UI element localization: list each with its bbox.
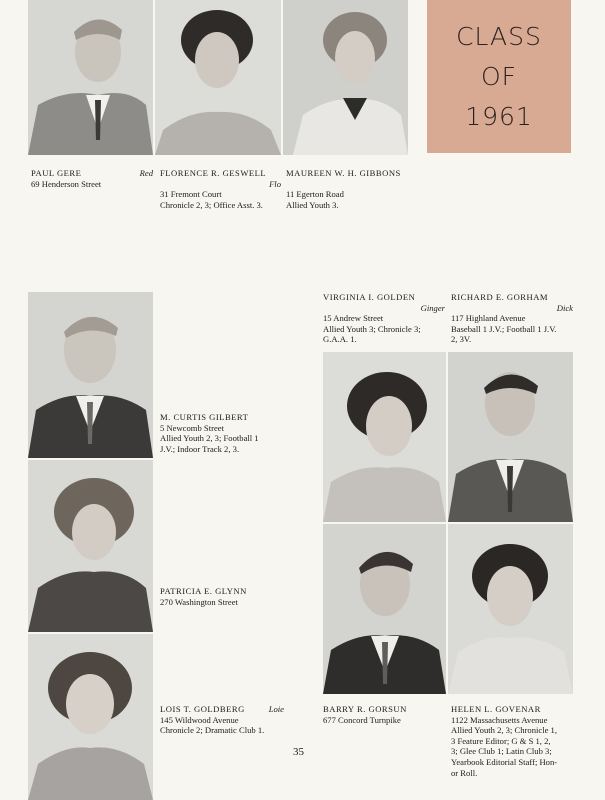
portrait-photo-gere xyxy=(28,0,153,155)
portrait-photo-gibbons xyxy=(283,0,408,155)
page-number: 35 xyxy=(293,746,304,758)
student-name: BARRY R. GORSUN xyxy=(323,704,407,714)
address-line: 15 Andrew Street xyxy=(323,313,384,324)
activities-line: 2, 3V. xyxy=(451,334,472,345)
student-name: VIRGINIA I. GOLDEN xyxy=(323,292,416,302)
activities-line: or Roll. xyxy=(451,767,478,778)
student-name: MAUREEN W. H. GIBBONS xyxy=(286,168,401,178)
activities-line: Allied Youth 2, 3; Football 1 xyxy=(160,433,259,444)
portrait-illustration xyxy=(448,352,573,522)
address-line: 11 Egerton Road xyxy=(286,189,344,200)
activities-line: Chronicle 2; Dramatic Club 1. xyxy=(160,725,265,736)
student-name: PATRICIA E. GLYNN xyxy=(160,586,247,596)
caption-gibbons xyxy=(286,168,411,210)
address-line: 270 Washington Street xyxy=(160,596,238,607)
address-line: 69 Henderson Street xyxy=(31,178,102,189)
banner-line-3: 1961 xyxy=(465,101,533,131)
banner-line-2: OF xyxy=(480,61,518,91)
activities-line: G.A.A. 1. xyxy=(323,334,357,345)
caption-goldberg xyxy=(160,704,284,736)
caption-govenar xyxy=(451,704,573,778)
portrait-illustration xyxy=(28,460,153,632)
student-name: RICHARD E. GORHAM xyxy=(451,292,549,302)
student-name: PAUL GERE xyxy=(31,168,82,178)
address-line: 677 Concord Turnpike xyxy=(323,714,401,725)
student-nickname: Dick xyxy=(556,302,573,313)
caption-gorsun xyxy=(323,704,445,725)
banner-line-1: CLASS xyxy=(456,21,542,51)
address-line: 117 Highland Avenue xyxy=(451,313,526,324)
portrait-illustration xyxy=(323,352,446,522)
portrait-photo-gorsun xyxy=(323,524,446,694)
address-line: 31 Fremont Court xyxy=(160,189,222,200)
activities-line: Yearbook Editorial Staff; Hon- xyxy=(451,756,558,767)
student-name: FLORENCE R. GESWELL xyxy=(160,168,267,178)
activities-line: J.V.; Indoor Track 2, 3. xyxy=(160,443,240,454)
caption-gorham xyxy=(451,292,573,345)
portrait-photo-goldberg xyxy=(28,634,153,800)
portrait-illustration xyxy=(155,0,281,155)
caption-gilbert xyxy=(160,412,281,454)
caption-glynn xyxy=(160,586,281,607)
portrait-illustration xyxy=(323,524,446,694)
student-nickname: Red xyxy=(139,168,153,178)
address-line: 1122 Massachusetts Avenue xyxy=(451,714,548,725)
portrait-illustration xyxy=(28,634,153,800)
caption-golden xyxy=(323,292,445,345)
portrait-illustration xyxy=(448,524,573,694)
student-name: LOIS T. GOLDBERG xyxy=(160,704,245,714)
class-of-banner xyxy=(427,0,571,153)
activities-line: Allied Youth 3. xyxy=(286,199,339,210)
portrait-illustration xyxy=(28,0,153,155)
address-line: 145 Wildwood Avenue xyxy=(160,714,239,725)
activities-line: Allied Youth 2, 3; Chronicle 1, xyxy=(451,725,557,736)
portrait-photo-gilbert xyxy=(28,292,153,458)
portrait-photo-gorham xyxy=(448,352,573,522)
portrait-illustration xyxy=(28,292,153,458)
portrait-photo-golden xyxy=(323,352,446,522)
portrait-illustration xyxy=(283,0,408,155)
caption-gere xyxy=(31,168,153,189)
activities-line: Allied Youth 3; Chronicle 3; xyxy=(323,323,421,334)
activities-line: 3; Glee Club 1; Latin Club 3; xyxy=(451,746,552,757)
student-name: M. CURTIS GILBERT xyxy=(160,412,249,422)
activities-line: Baseball 1 J.V.; Football 1 J.V. xyxy=(451,323,557,334)
portrait-photo-glynn xyxy=(28,460,153,632)
student-nickname: Ginger xyxy=(420,302,445,313)
portrait-photo-geswell xyxy=(155,0,281,155)
student-name: HELEN L. GOVENAR xyxy=(451,704,541,714)
caption-geswell xyxy=(160,168,281,210)
student-nickname: Flo xyxy=(269,178,281,189)
activities-line: 3 Feature Editor; G & S 1, 2, xyxy=(451,735,551,746)
activities-line: Chronicle 2, 3; Office Asst. 3. xyxy=(160,199,263,210)
portrait-photo-govenar xyxy=(448,524,573,694)
student-nickname: Loie xyxy=(268,704,284,714)
address-line: 5 Newcomb Street xyxy=(160,422,224,433)
